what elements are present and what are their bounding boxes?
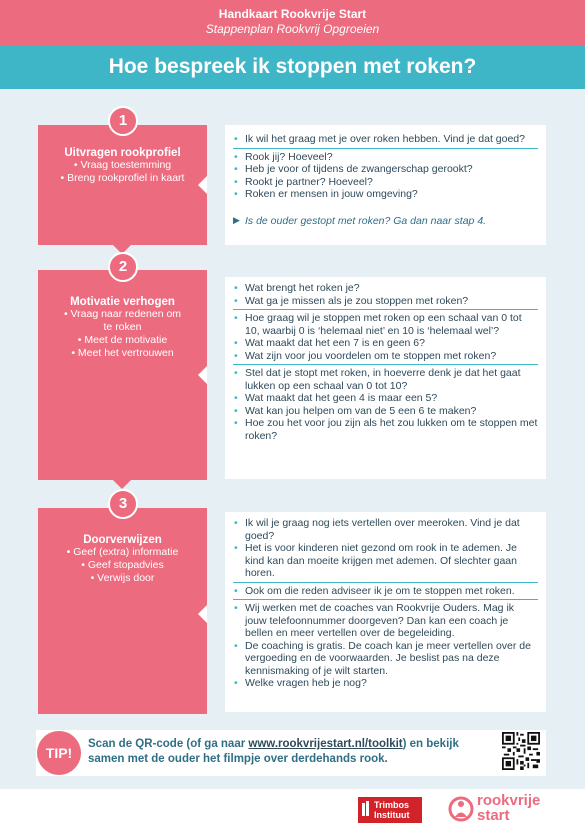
step-1-item: • Breng rookprofiel in kaart: [60, 172, 185, 184]
top-header: [0, 0, 585, 45]
question: • Het is voor kinderen niet gezond om rook in te ademen. Je kind kan dan moeite krijgen met ademen. Of slechter gaan horen.: [233, 542, 538, 580]
question: • Ook om die reden adviseer ik je om te stoppen met roken.: [233, 585, 538, 598]
step-1-note: [233, 215, 546, 227]
step-1-number: 1: [108, 106, 138, 136]
rookvrije-word: rookvrije: [477, 792, 541, 809]
step-3-questions: [225, 512, 546, 712]
question-group: [233, 280, 538, 310]
question: • Welke vragen heb je nog?: [233, 677, 538, 690]
tip-text: [88, 737, 483, 767]
step-3-title: Doorverwijzen: [83, 534, 162, 546]
question: • Wat brengt het roken je?: [233, 282, 538, 295]
question: • Heb je voor of tijdens de zwangerschap gerookt?: [233, 163, 538, 176]
question-group: [233, 583, 538, 601]
step-2-item: te roken: [103, 321, 142, 333]
step-2-item: • Meet het vertrouwen: [71, 347, 174, 359]
question: • Wat zijn voor jou voordelen om te stoppen met roken?: [233, 350, 538, 363]
question-group: [233, 149, 538, 203]
question: • Rook jij? Hoeveel?: [233, 151, 538, 164]
step-3-item: • Geef (extra) informatie: [66, 546, 179, 558]
step-1-title: Uitvragen rookprofiel: [64, 147, 181, 159]
play-arrow-icon: ▶: [233, 214, 240, 225]
qr-code[interactable]: [502, 732, 540, 770]
step-2-questions: [225, 277, 546, 479]
step-2-number: 2: [108, 252, 138, 282]
step-2-item: • Vraag naar redenen om: [63, 308, 182, 320]
question: • Wat maakt dat het een 7 is en geen 6?: [233, 337, 538, 350]
step-1-notch: [198, 176, 207, 194]
question-group: [233, 365, 538, 444]
question: • Rookt je partner? Hoeveel?: [233, 176, 538, 189]
header-subtitle: Stappenplan Rookvrij Opgroeien: [205, 22, 380, 36]
toolkit-link[interactable]: www.rookvrijestart.nl/toolkit: [248, 738, 403, 750]
question: • Hoe graag wil je stoppen met roken op een schaal van 0 tot 10, waarbij 0 is ‘helemaal niet’ en 10 is ‘helemaal wel’?: [233, 312, 538, 337]
trimbos-logo: [358, 797, 422, 828]
question-group: [233, 131, 538, 149]
start-word: start: [477, 807, 510, 824]
step-3-notch: [198, 605, 207, 623]
question: • Ik wil je graag nog iets vertellen over meeroken. Vind je dat goed?: [233, 517, 538, 542]
tip-text-start: Scan de QR-code (of ga naar: [88, 738, 249, 750]
trimbos-name-line2: Instituut: [374, 810, 410, 820]
step-1-item: • Vraag toestemming: [73, 159, 172, 171]
step-3-item: • Verwijs door: [90, 572, 155, 584]
question-group: [233, 600, 538, 692]
step-3-item: • Geef stopadvies: [81, 559, 164, 571]
question: • De coaching is gratis. De coach kan je meer vertellen over de vergoeding en de voorwaarden. Je beslist pas na deze kennismaking of je wilt starten.: [233, 640, 538, 678]
step-2-arrow: [113, 480, 131, 489]
note-text: Is de ouder gestopt met roken? Ga dan naar stap 4.: [245, 214, 487, 227]
question-group: [233, 310, 538, 365]
step-3-box: [38, 508, 207, 714]
question: • Wij werken met de coaches van Rookvrije Ouders. Mag ik jouw telefoonnummer doorgeven? Dan kan een coach je bellen en meer vertellen over de begeleiding.: [233, 602, 538, 640]
step-2-notch: [198, 366, 207, 384]
trimbos-name: Trimbos: [374, 800, 410, 810]
question-group: [233, 515, 538, 583]
question: • Wat maakt dat het geen 4 is maar een 5?: [233, 392, 538, 405]
step-2-title: Motivatie verhogen: [70, 296, 175, 308]
step-1-questions: [225, 125, 546, 245]
question: • Stel dat je stopt met roken, in hoeverre denk je dat het gaat lukken op een schaal van 0 tot 10?: [233, 367, 538, 392]
step-3-number: 3: [108, 489, 138, 519]
question: • Roken er mensen in jouw omgeving?: [233, 188, 538, 201]
step-2-box: [38, 270, 207, 480]
question: • Wat ga je missen als je zou stoppen met roken?: [233, 295, 538, 308]
tip-text-end: ) en bekijk samen met de ouder het filmpje over derdehands rook.: [88, 738, 459, 765]
tip-badge: TIP!: [37, 731, 81, 775]
step-2-item: • Meet de motivatie: [77, 334, 168, 346]
question: • Wat kan jou helpen om van de 5 een 6 te maken?: [233, 405, 538, 418]
page-title: Hoe bespreek ik stoppen met roken?: [0, 45, 585, 89]
question: • Ik wil het graag met je over roken hebben. Vind je dat goed?: [233, 133, 538, 146]
question: • Hoe zou het voor jou zijn als het zou lukken om te stoppen met roken?: [233, 417, 538, 442]
header-title: Handkaart Rookvrije Start: [218, 7, 367, 21]
step-1-box: [38, 125, 207, 245]
